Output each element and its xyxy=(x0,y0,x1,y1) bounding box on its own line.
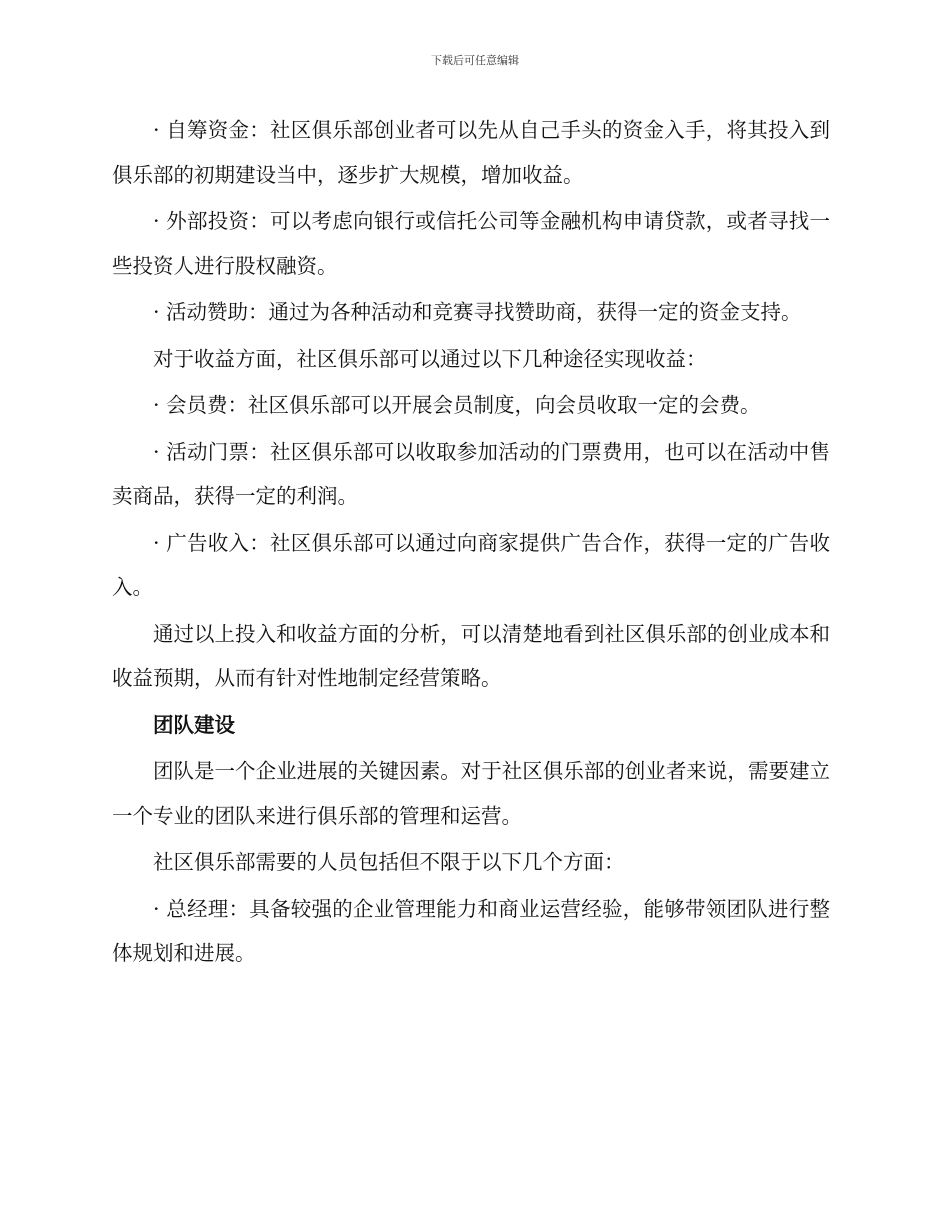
page-header: 下载后可任意编辑 xyxy=(431,54,519,67)
paragraph-external-investment: · 外部投资：可以考虑向银行或信托公司等金融机构申请贷款，或者寻找一些投资人进行股权融资。 xyxy=(112,209,830,278)
section-heading-team-building: 团队建设 xyxy=(153,712,235,737)
paragraph-general-manager: · 总经理：具备较强的企业管理能力和商业运营经验，能够带领团队进行整体规划和进展。 xyxy=(112,896,830,965)
paragraph-event-sponsorship: · 活动赞助：通过为各种活动和竞赛寻找赞助商，获得一定的资金支持。 xyxy=(153,300,802,324)
paragraph-event-tickets: · 活动门票：社区俱乐部可以收取参加活动的门票费用，也可以在活动中售卖商品，获得一定的利润。 xyxy=(112,439,830,508)
paragraph-team-importance: 团队是一个企业进展的关键因素。对于社区俱乐部的创业者来说，需要建立一个专业的团队来进行俱乐部的管理和运营。 xyxy=(112,759,830,828)
paragraph-self-funding: · 自筹资金：社区俱乐部创业者可以先从自己手头的资金入手，将其投入到俱乐部的初期建设当中，逐步扩大规模，增加收益。 xyxy=(112,118,830,187)
paragraph-staff-needs: 社区俱乐部需要的人员包括但不限于以下几个方面： xyxy=(153,850,625,874)
paragraph-membership-fee: · 会员费：社区俱乐部可以开展会员制度，向会员收取一定的会费。 xyxy=(153,393,761,417)
paragraph-ad-revenue: · 广告收入：社区俱乐部可以通过向商家提供广告合作，获得一定的广告收入。 xyxy=(112,530,830,599)
document-body xyxy=(112,108,830,978)
paragraph-revenue-intro: 对于收益方面，社区俱乐部可以通过以下几种途径实现收益： xyxy=(153,346,707,371)
paragraph-analysis-summary: 通过以上投入和收益方面的分析，可以清楚地看到社区俱乐部的创业成本和收益预期，从而有针对性地制定经营策略。 xyxy=(112,621,830,690)
